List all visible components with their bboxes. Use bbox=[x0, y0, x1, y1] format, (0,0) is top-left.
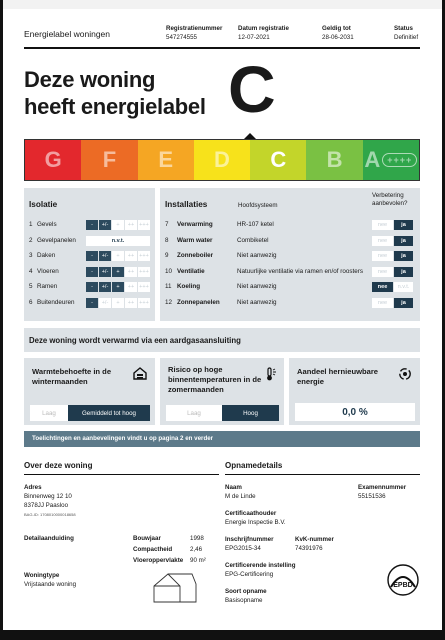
kvk-block: KvK-nummer 74391976 bbox=[295, 536, 334, 552]
isolatie-rating bbox=[86, 282, 151, 292]
rating-value: +/- bbox=[99, 251, 111, 261]
certificerende-instelling-block: Certificerende instelling EPG-Certificering bbox=[225, 562, 296, 578]
rating-value: n.v.t. bbox=[86, 236, 150, 246]
isolatie-row: 5 Ramen bbox=[29, 283, 58, 290]
isolatie-rating bbox=[86, 298, 151, 308]
energy-label-e: E bbox=[138, 140, 194, 180]
warmtebehoefte-card: Warmtebehoefte in de wintermaanden Laag Gemiddeld tot hoog bbox=[24, 358, 155, 425]
rating-value: + bbox=[112, 282, 124, 292]
about-divider bbox=[24, 474, 219, 475]
installatie-row: 7 Verwarming HR-107 ketel bbox=[165, 221, 274, 228]
rec-selected: nee bbox=[372, 282, 393, 292]
bottom-strip bbox=[0, 630, 445, 640]
woningtype-block: Woningtype Vrijstaande woning bbox=[24, 572, 77, 588]
rec-option-no: nee bbox=[372, 267, 393, 277]
energy-label-d: D bbox=[194, 140, 250, 180]
energy-label-a: A ++++ bbox=[363, 140, 419, 180]
isolatie-row: 6 Buitendeuren bbox=[29, 298, 75, 306]
house-icon bbox=[133, 367, 147, 385]
inschrijfnummer-block: Inschrijfnummer EPG2015-34 bbox=[225, 536, 274, 552]
rating-step: +/- bbox=[99, 282, 111, 292]
installaties-title: Installaties bbox=[165, 200, 208, 209]
rating-step: +++ bbox=[139, 299, 149, 306]
rec-option-no: nee bbox=[372, 220, 393, 230]
rating-step: +/- bbox=[99, 267, 111, 277]
rec-option-na: n.v.t. bbox=[394, 282, 413, 292]
certificaathouder-block: Certificaathouder Energie Inspectie B.V. bbox=[225, 510, 286, 526]
installatie-row: 12 Zonnepanelen Niet aanwezig bbox=[165, 298, 277, 306]
document-title: Energielabel woningen bbox=[24, 29, 111, 39]
rating-step: ++ bbox=[125, 267, 137, 277]
rating-step: +++ bbox=[139, 253, 149, 259]
rating-step: + bbox=[112, 251, 124, 261]
rec-selected: ja bbox=[394, 236, 413, 246]
rating-step: ++ bbox=[125, 220, 137, 230]
energy-label-scale bbox=[24, 139, 420, 181]
rating-step: +++ bbox=[139, 268, 149, 275]
energy-label-g: G bbox=[25, 140, 81, 180]
rec-selected: ja bbox=[394, 267, 413, 277]
rec-selected: ja bbox=[394, 220, 413, 230]
rating-step: + bbox=[112, 298, 124, 308]
vloeroppervlakte-value: 90 m² bbox=[190, 557, 206, 564]
compactheid-value: 2,46 bbox=[190, 546, 203, 553]
soort-opname-block: Soort opname Basisopname bbox=[225, 588, 267, 604]
registration-date: Datum registratie 12-07-2021 bbox=[238, 25, 289, 41]
isolatie-rating bbox=[86, 220, 151, 230]
compactheid-label: Compactheid bbox=[133, 546, 173, 553]
rating-step: +++ bbox=[139, 222, 149, 228]
rating-step: ++ bbox=[125, 282, 137, 292]
rating-step: - bbox=[86, 282, 98, 292]
isolatie-row: 3 Daken bbox=[29, 252, 56, 259]
rec-selected: ja bbox=[394, 251, 413, 261]
bouwjaar-value: 1998 bbox=[190, 535, 204, 542]
hoofdsysteem-header: Hoofdsysteem bbox=[238, 202, 278, 209]
status: Status Definitief bbox=[394, 25, 419, 41]
isolatie-rating bbox=[86, 251, 151, 261]
registration-number: Registratienummer 547274555 bbox=[166, 25, 223, 41]
energy-label-c: C bbox=[250, 140, 306, 180]
hernieuwbaar-card: Aandeel hernieuwbare energie 0,0 % bbox=[289, 358, 420, 425]
risico-card: Risico op hoge binnentemperaturen in de zomermaanden Laag Hoog bbox=[160, 358, 284, 425]
rec-selected: ja bbox=[394, 298, 413, 308]
installatie-row: 9 Zonneboiler Niet aanwezig bbox=[165, 252, 277, 259]
rec-option-no: nee bbox=[372, 251, 393, 261]
rating-value: - bbox=[86, 298, 98, 308]
rating-value: +/- bbox=[99, 220, 111, 230]
energy-label-b: B bbox=[306, 140, 362, 180]
installatie-row: 10 Ventilatie Natuurlijke ventilatie via ramen en/of roosters bbox=[165, 267, 363, 275]
bouwjaar-label: Bouwjaar bbox=[133, 535, 161, 542]
rating-step: - bbox=[86, 251, 98, 261]
rating-step: ++ bbox=[125, 251, 137, 261]
rating-step: +++ bbox=[139, 284, 149, 290]
isolatie-row: 1 Gevels bbox=[29, 221, 57, 228]
rec-option-no: nee bbox=[372, 236, 393, 246]
isolatie-row: 4 Vloeren bbox=[29, 267, 59, 275]
rec-option-no: nee bbox=[372, 298, 393, 308]
rating-step: +/- bbox=[99, 298, 111, 308]
installatie-row: 8 Warm water Combiketel bbox=[165, 236, 269, 244]
house-outline-icon bbox=[152, 568, 198, 609]
risico-scale: Laag Hoog bbox=[166, 405, 279, 421]
header-divider bbox=[24, 47, 420, 49]
isolatie-title: Isolatie bbox=[29, 200, 58, 209]
epbd-logo-text: EPBD bbox=[393, 582, 413, 589]
headline: Deze woning heeft energielabel bbox=[24, 67, 206, 119]
epbd-logo bbox=[386, 563, 420, 602]
warmtebehoefte-scale: Laag Gemiddeld tot hoog bbox=[30, 405, 150, 421]
rating-step: + bbox=[112, 220, 124, 230]
rating-step: - bbox=[86, 267, 98, 277]
detail-label: Detailaanduiding bbox=[24, 535, 74, 542]
valid-until: Geldig tot 28-06-2031 bbox=[322, 25, 354, 41]
rating-step: - bbox=[86, 220, 98, 230]
examennummer-block: Examennummer 55151536 bbox=[358, 484, 407, 500]
heating-note: Deze woning wordt verwarmd via een aardgasaansluiting bbox=[29, 336, 241, 345]
vloeroppervlakte-label: Vloeroppervlakte bbox=[133, 557, 184, 564]
isolatie-rating bbox=[86, 236, 151, 246]
isolatie-rating bbox=[86, 267, 151, 277]
energy-label-f: F bbox=[81, 140, 137, 180]
hernieuwbaar-value: 0,0 % bbox=[295, 403, 415, 421]
thermometer-icon bbox=[265, 367, 277, 386]
about-title: Over deze woning bbox=[24, 461, 93, 470]
rating-value: + bbox=[112, 267, 124, 277]
opname-title: Opnamedetails bbox=[225, 461, 283, 470]
rating-step: ++ bbox=[125, 298, 137, 308]
installatie-row: 11 Koeling Niet aanwezig bbox=[165, 283, 277, 290]
energy-label-letter: C bbox=[228, 52, 276, 126]
address-block: Adres Binnenweg 12 10 8378JJ Paasloo BAG-ID: 1708010000018658 bbox=[24, 484, 76, 517]
isolatie-row: 2 Gevelpanelen bbox=[29, 236, 76, 244]
naam-block: Naam M de Linde bbox=[225, 484, 256, 500]
opname-divider bbox=[225, 474, 420, 475]
verbetering-header: Verbetering aanbevolen? bbox=[372, 192, 408, 207]
toelichting-band: Toelichtingen en aanbevelingen vindt u op pagina 2 en verder bbox=[24, 431, 420, 447]
recycle-icon bbox=[398, 367, 412, 386]
